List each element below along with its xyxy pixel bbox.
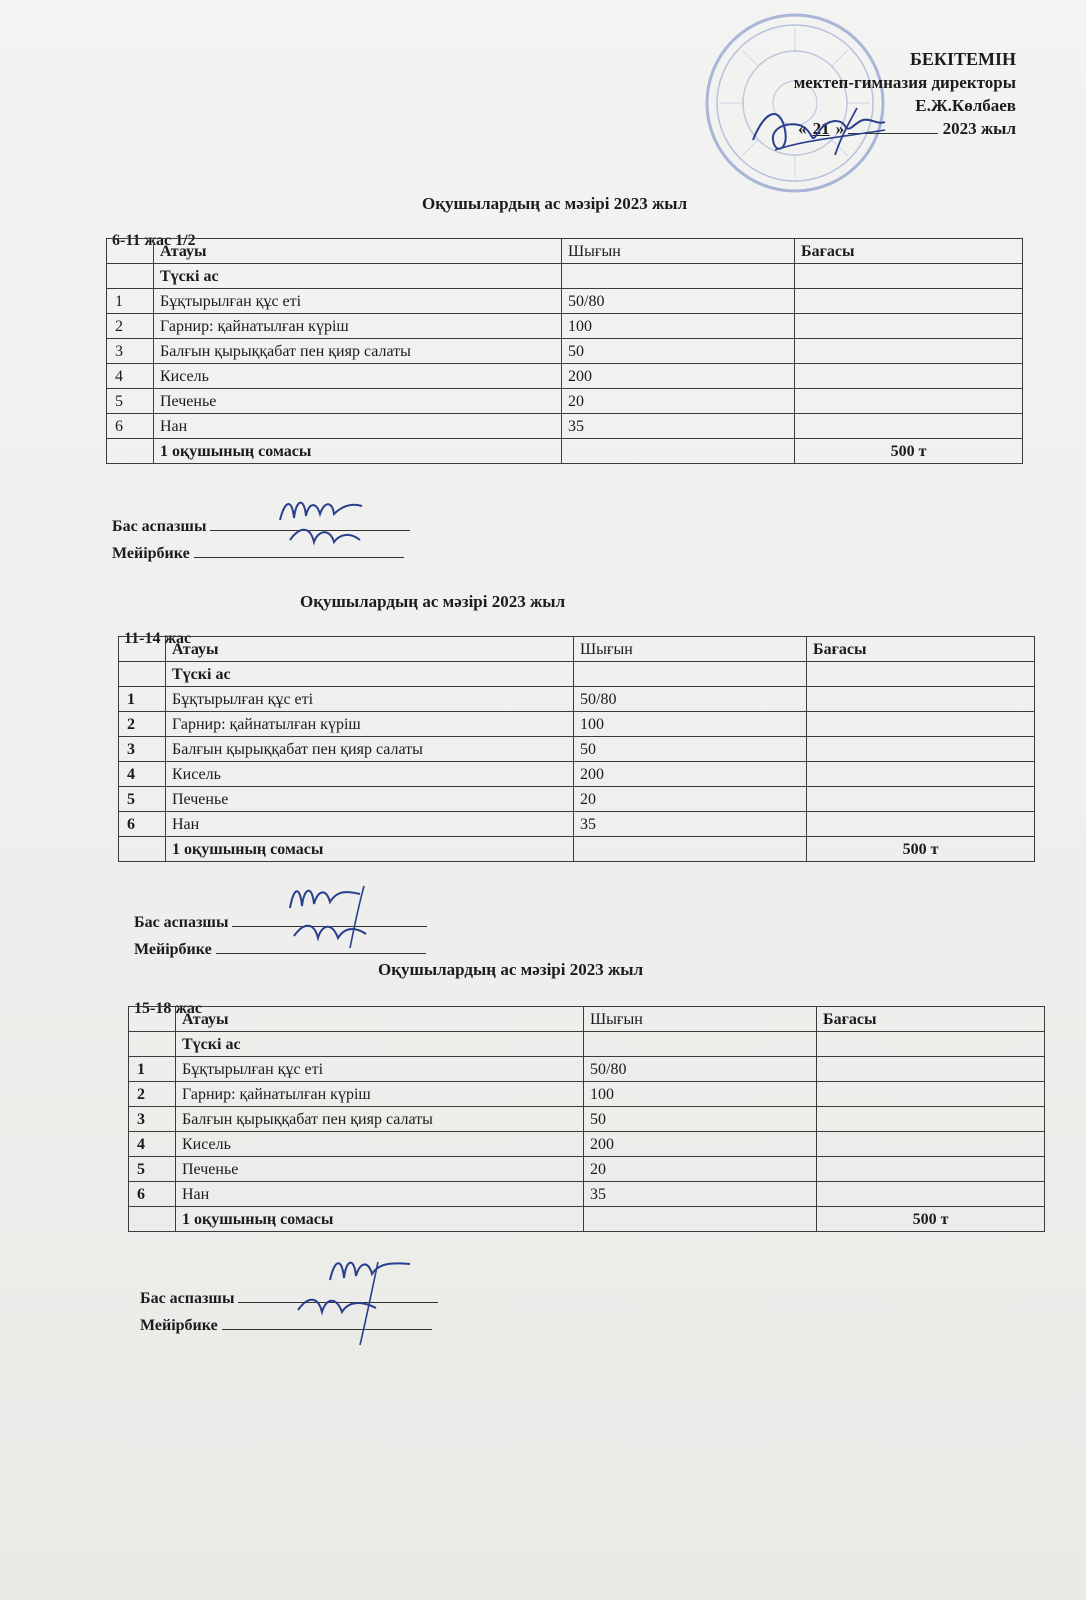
menu-age-3: 15-18 жас — [134, 1000, 203, 1017]
menu-title-1: Оқушылардың ас мәзірі 2023 жыл — [422, 194, 688, 213]
table-row: 5 Печенье 20 — [119, 787, 1035, 812]
director-name: Е.Ж.Көлбаев — [915, 96, 1016, 115]
table-header-row — [107, 239, 1023, 264]
section-row: Түскі ас — [129, 1032, 1045, 1057]
table-row: 1 Бұқтырылған құс еті 50/80 — [119, 687, 1035, 712]
section-label: Түскі ас — [154, 264, 562, 289]
table-header-row: Атауы Шығын Бағасы — [119, 637, 1035, 662]
director-signature-icon — [745, 100, 895, 170]
total-label: 1 оқушының сомасы — [154, 439, 562, 464]
section-row: Түскі ас — [119, 662, 1035, 687]
table-row: 6 Нан 35 — [129, 1182, 1045, 1207]
staff-signatures-2: Бас аспазшы Мейірбике — [134, 908, 427, 962]
table-row: 2 Гарнир: қайнатылған күріш 100 — [129, 1082, 1045, 1107]
staff-signature-icon — [270, 490, 390, 560]
menu-table-1 — [106, 238, 1023, 464]
total-row — [107, 439, 1023, 464]
menu-age-1: 6-11 жас 1/2 — [112, 232, 196, 249]
table-row: 2 Гарнир: қайнатылған күріш 100 — [107, 314, 1023, 339]
date-quote-open: « — [798, 119, 807, 138]
staff-signature-icon — [280, 1250, 430, 1350]
chef-label: Бас аспазшы — [112, 518, 207, 535]
menu-age-2: 11-14 жас — [124, 630, 192, 647]
header-name: Атауы — [154, 239, 562, 264]
section-row — [107, 264, 1023, 289]
date-day: 21 — [812, 119, 830, 138]
table-row: 4 Кисель 200 — [119, 762, 1035, 787]
menu-title-2: Оқушылардың ас мәзірі 2023 жыл — [300, 592, 566, 611]
director-position: мектеп-гимназия директоры — [793, 73, 1016, 92]
total-value: 500 т — [795, 439, 1023, 464]
table-row: 4 Кисель 200 — [129, 1132, 1045, 1157]
nurse-label: Мейірбике — [112, 545, 190, 562]
menu-table-2 — [118, 636, 1035, 862]
table-row: 6 Нан 35 — [107, 414, 1023, 439]
table-row: 1 Бұқтырылған құс еті 50/80 — [107, 289, 1023, 314]
table-row: 5 Печенье 20 — [129, 1157, 1045, 1182]
table-row: 3 Балғын қырыққабат пен қияр салаты 50 — [129, 1107, 1045, 1132]
menu-table-3 — [128, 1006, 1045, 1232]
table-row: 2 Гарнир: қайнатылған күріш 100 — [119, 712, 1035, 737]
table-row: 4 Кисель 200 — [107, 364, 1023, 389]
table-row: 3 Балғын қырыққабат пен қияр салаты 50 — [107, 339, 1023, 364]
table-row: 3 Балғын қырыққабат пен қияр салаты 50 — [119, 737, 1035, 762]
approval-year: 2023 жыл — [942, 119, 1016, 138]
table-row: 1 Бұқтырылған құс еті 50/80 — [129, 1057, 1045, 1082]
header-amount: Шығын — [562, 239, 795, 264]
menu-title-3: Оқушылардың ас мәзірі 2023 жыл — [378, 960, 644, 979]
staff-signatures-3: Бас аспазшы Мейірбике — [140, 1284, 438, 1338]
table-row: 6 Нан 35 — [119, 812, 1035, 837]
total-row: 1 оқушының сомасы 500 т — [129, 1207, 1045, 1232]
table-header-row: Атауы Шығын Бағасы — [129, 1007, 1045, 1032]
table-row: 5 Печенье 20 — [107, 389, 1023, 414]
staff-signature-icon — [280, 878, 390, 958]
total-row: 1 оқушының сомасы 500 т — [119, 837, 1035, 862]
header-price: Бағасы — [795, 239, 1023, 264]
date-quote-close: » — [835, 119, 845, 138]
approval-heading: БЕКІТЕМІН — [910, 49, 1016, 69]
